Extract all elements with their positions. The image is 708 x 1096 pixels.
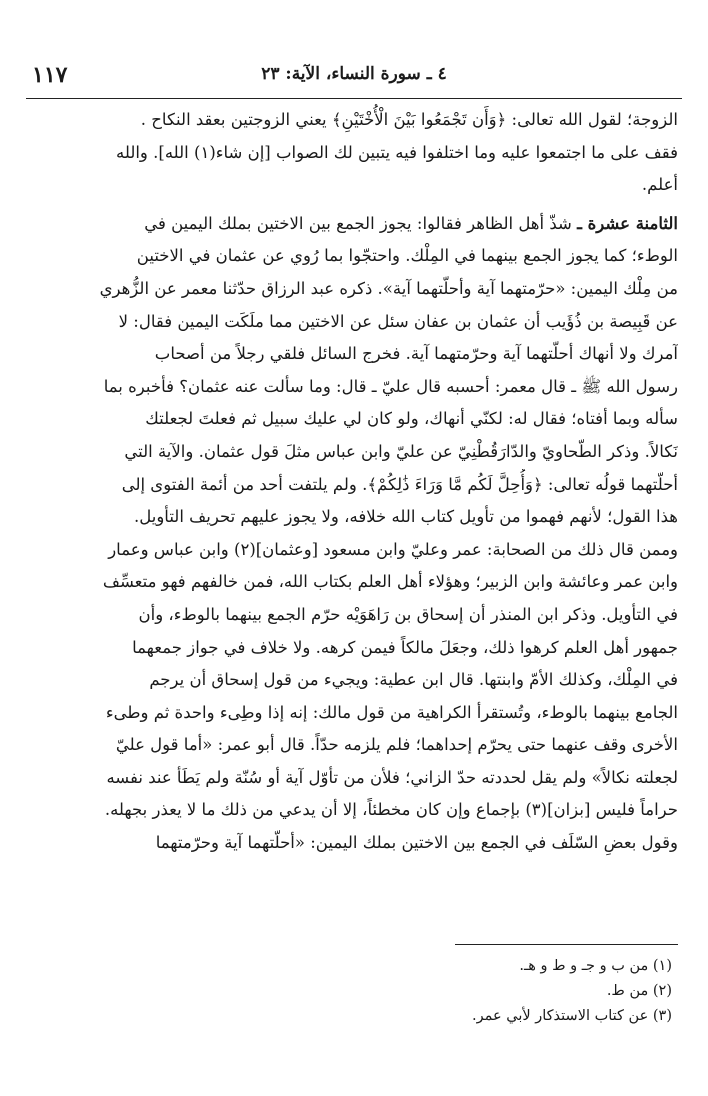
text-line: الزوجة؛ لقول الله تعالى: ﴿وَأَن تَجْمَعُوا بَيْنَ الْأُخْتَيْنِ﴾ يعني الزوجتين بعقد النكاح . bbox=[140, 110, 678, 129]
text-line: سأله وبما أفتاه؛ فقال له: لكنّي أنهاك، ولو كان لي عليك سبيل ثم فعلتَ لجعلتك bbox=[145, 409, 678, 429]
text-line: حراماً فليس [بزان](٣) بإجماع وإن كان مخطئاً، إلا أن يدعي من ذلك ما لا يعذر بجهله. bbox=[104, 800, 678, 820]
text-line: آمرك ولا أنهاك أحلّتهما آية وحرّمتهما آية. فخرج السائل فلقي رجلاً من أصحاب bbox=[154, 344, 678, 364]
text-line: الجامع بينهما بالوطء، وتُستقرأ الكراهية من قول مالك: إنه إذا وطِىء واحدة ثم وطىء bbox=[105, 702, 678, 722]
text-line-first bbox=[30, 208, 678, 241]
text-line: الأخرى وقف عنهما حتى يحرّم إحداهما؛ فلم يلزمه حدّاً. قال أبو عمر: «أما قول عليّ bbox=[115, 735, 678, 755]
text-line: أحلّتهما قولُه تعالى: ﴿وَأُحِلَّ لَكُم مَّا وَرَاءَ ذَٰلِكُمْ﴾. ولم يلتفت أحد من أئمة الفتوى إلى bbox=[121, 474, 678, 494]
text-line: نَكالاً. وذكر الطّحاويّ والدّارَقُطْنِيّ عن عليّ وابن عباس مثلَ قول عثمان. والآية التي bbox=[124, 441, 678, 461]
text-line: لجعلته نكالاً» ولم يقل لحددته حدّ الزاني؛ فلأن من تأوّل آية أو سُنّة ولم يَطَأ عند نفسه bbox=[106, 767, 678, 787]
text-line: في التأويل. وذكر ابن المنذر أن إسحاق بن رَاهَوَيْه حرّم الجمع بينهما بالوطء، وأن bbox=[138, 604, 678, 624]
footnote-3: (٣) عن كتاب الاستذكار لأبي عمر. bbox=[471, 1008, 672, 1024]
footnote-1: (١) من ب و جـ و ط و هـ. bbox=[519, 958, 672, 974]
footnote-divider bbox=[455, 944, 678, 945]
text-line: عن قَبِيصة بن ذُؤَيب أن عثمان بن عفان سئل عن الاختين مما ملَكَت اليمين فقال: لا bbox=[118, 311, 678, 331]
page-header bbox=[26, 58, 682, 99]
footnotes bbox=[30, 954, 672, 1029]
text-line: هذا القول؛ لأنهم فهموا من تأويل كتاب الله خلافه، ولا يجوز عليهم تحريف التأويل. bbox=[134, 507, 678, 527]
text-line: وابن عمر وعائشة وابن الزبير؛ وهؤلاء أهل العلم بكتاب الله، فمن خالفهم فهو متعسِّف bbox=[102, 572, 678, 592]
running-title: ٤ ـ سورة النساء، الآية: ٢٣ bbox=[261, 64, 447, 84]
text-line: فقف على ما اجتمعوا عليه وما اختلفوا فيه يتبين لك الصواب [إن شاء(١) الله]. والله bbox=[116, 142, 678, 162]
paragraph-continuation bbox=[30, 104, 678, 202]
page-number: ١١٧ bbox=[32, 62, 68, 88]
text-line: وقول بعضِ السّلَف في الجمع بين الاختين بملك اليمين: «أحلّتهما آية وحرّمتهما bbox=[155, 833, 678, 853]
section-heading: الثامنة عشرة ـ bbox=[577, 213, 678, 233]
text-line: الوطء؛ كما يجوز الجمع بينهما في المِلْك. واحتجّوا بما رُوي عن عثمان في الاختين bbox=[136, 246, 678, 266]
main-text bbox=[30, 104, 678, 860]
text-line: شذّ أهل الظاهر فقالوا: يجوز الجمع بين الاختين بملك اليمين في bbox=[144, 213, 572, 233]
text-line: وممن قال ذلك من الصحابة: عمر وعليّ وابن مسعود [وعثمان](٢) وابن عباس وعمار bbox=[108, 539, 678, 559]
text-line: من مِلْك اليمين: «حرّمتهما آية وأحلّتهما آية». ذكره عبد الرزاق حدّثنا معمر عن الزُّهري bbox=[99, 278, 678, 298]
text-line: رسول الله ﷺ ـ قال معمر: أحسبه قال عليّ ـ قال: وما سألت عنه عثمان؟ فأخبره بما bbox=[103, 376, 678, 396]
text-line: أعلم. bbox=[641, 175, 678, 195]
text-line: جمهور أهل العلم كرهوا ذلك، وجعَلَ مالكاً فيمن كرهه. ولا خلاف في جواز جمعهما bbox=[132, 637, 678, 657]
footnote-2: (٢) من ط. bbox=[606, 983, 672, 999]
paragraph-eighteenth-issue bbox=[30, 208, 678, 860]
text-line: في المِلْك، وكذلك الأمّ وابنتها. قال ابن عطية: ويجيء من قول إسحاق أن يرجم bbox=[149, 670, 678, 690]
